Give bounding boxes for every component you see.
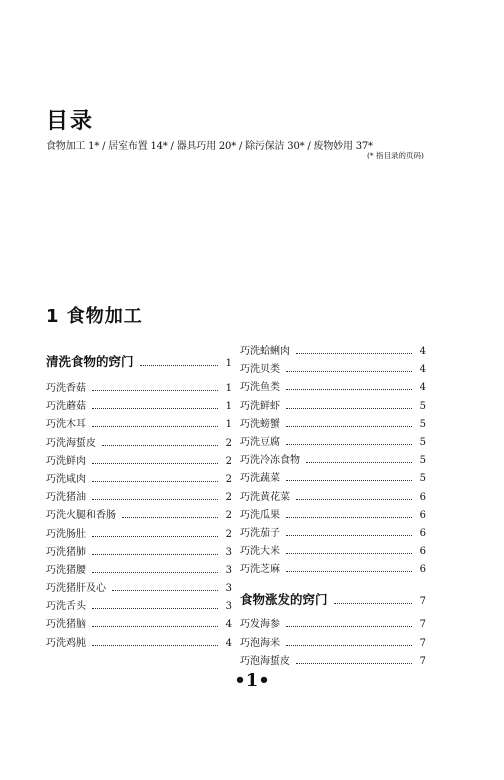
toc-entry[interactable] <box>46 379 232 397</box>
entry-page: 3 <box>225 601 232 613</box>
leader-dots <box>306 462 412 463</box>
leader-dots <box>92 481 218 482</box>
entry-page: 6 <box>419 509 426 521</box>
entry-title: 巧洗猪肺 <box>46 546 86 558</box>
toc-entry[interactable] <box>240 506 426 524</box>
toc-entry[interactable] <box>46 543 232 561</box>
entry-page: 4 <box>419 382 426 394</box>
leader-dots <box>296 499 412 500</box>
entry-title: 巧洗鲜虾 <box>240 400 280 412</box>
toc-entry[interactable] <box>46 470 232 488</box>
entry-page: 6 <box>419 546 426 558</box>
leader-dots <box>92 390 218 391</box>
toc-entry[interactable] <box>46 634 232 652</box>
entry-title: 巧洗鸡肫 <box>46 637 86 649</box>
toc-entry[interactable] <box>240 469 426 487</box>
toc-entry[interactable] <box>46 434 232 452</box>
entry-title: 巧洗豆腐 <box>240 436 280 448</box>
toc-note: (* 指目录的页码) <box>367 151 424 160</box>
toc-entry[interactable] <box>240 542 426 560</box>
toc-entry[interactable] <box>46 615 232 633</box>
leader-dots <box>92 608 218 609</box>
entry-page: 5 <box>419 455 426 467</box>
toc-entry[interactable] <box>240 560 426 578</box>
toc-entry[interactable] <box>46 561 232 579</box>
toc-entry[interactable] <box>46 397 232 415</box>
leader-dots <box>92 426 218 427</box>
right-column <box>240 342 426 670</box>
entry-page: 2 <box>225 455 232 467</box>
toc-entry[interactable] <box>46 488 232 506</box>
section-page: 7 <box>419 596 426 608</box>
entry-title: 巧洗猪脑 <box>46 619 86 631</box>
entry-page: 4 <box>419 346 426 357</box>
section-page: 1 <box>225 358 232 369</box>
entry-title: 巧洗冷冻食物 <box>240 455 300 467</box>
entry-title: 巧洗肠肚 <box>46 528 86 540</box>
toc-entry[interactable] <box>46 415 232 433</box>
entry-page: 2 <box>225 437 232 449</box>
entry-title: 巧洗茄子 <box>240 527 280 539</box>
leader-dots <box>92 626 218 627</box>
leader-dots <box>92 572 218 573</box>
leader-dots <box>286 517 412 518</box>
leader-dots <box>286 389 412 390</box>
leader-dots <box>286 371 412 372</box>
entry-title: 巧洗芝麻 <box>240 564 280 576</box>
leader-dots <box>286 535 412 536</box>
entry-page: 5 <box>419 473 426 485</box>
entry-title: 巧发海参 <box>240 619 280 631</box>
entry-page: 5 <box>419 418 426 430</box>
toc-entry[interactable] <box>240 433 426 451</box>
toc-entry[interactable] <box>240 615 426 633</box>
toc-entry[interactable] <box>240 378 426 396</box>
leader-dots <box>92 463 218 464</box>
entry-page: 4 <box>225 637 232 649</box>
entry-title: 巧洗蘑菇 <box>46 401 86 413</box>
toc-entry[interactable] <box>240 524 426 542</box>
entry-title: 巧洗大米 <box>240 546 280 558</box>
entry-title: 巧泡海蜇皮 <box>240 655 290 667</box>
leader-dots <box>286 480 412 481</box>
leader-dots <box>92 408 218 409</box>
entry-page: 5 <box>419 400 426 412</box>
entry-title: 巧洗蛤蜊肉 <box>240 346 290 357</box>
entry-page: 3 <box>225 583 232 595</box>
leader-dots <box>286 426 412 427</box>
toc-entry[interactable] <box>240 451 426 469</box>
section-title: 食物涨发的窍门 <box>240 592 328 608</box>
entry-title: 巧洗贝类 <box>240 364 280 376</box>
entry-page: 2 <box>225 510 232 522</box>
entry-page: 3 <box>225 546 232 558</box>
chapter-title: 1 食物加工 <box>46 306 143 327</box>
entry-title: 巧洗舌头 <box>46 601 86 613</box>
entry-title: 巧泡海米 <box>240 637 280 649</box>
toc-entry[interactable] <box>46 579 232 597</box>
entry-title: 巧洗海蜇皮 <box>46 437 96 449</box>
toc-entry[interactable] <box>240 342 426 360</box>
entry-title: 巧洗咸肉 <box>46 473 86 485</box>
leader-dots <box>140 365 218 366</box>
entry-page: 1 <box>225 401 232 413</box>
toc-entry[interactable] <box>240 488 426 506</box>
leader-dots <box>92 536 218 537</box>
entry-title: 巧洗香菇 <box>46 383 86 394</box>
leader-dots <box>92 554 218 555</box>
entry-title: 巧洗鲜肉 <box>46 455 86 467</box>
entry-page: 6 <box>419 564 426 576</box>
entry-title: 巧洗螃蟹 <box>240 418 280 430</box>
entry-title: 巧洗鱼类 <box>240 382 280 394</box>
entry-page: 7 <box>419 655 426 667</box>
entry-page: 4 <box>419 364 426 376</box>
section-heading[interactable] <box>240 590 426 613</box>
section-title: 清洗食物的窍门 <box>46 354 134 369</box>
leader-dots <box>296 353 412 354</box>
entry-title: 巧洗蔬菜 <box>240 473 280 485</box>
leader-dots <box>286 626 412 627</box>
leader-dots <box>102 445 218 446</box>
entry-title: 巧洗火腿和香肠 <box>46 510 116 522</box>
entry-page: 6 <box>419 527 426 539</box>
leader-dots <box>286 444 412 445</box>
page-title: 目录 <box>46 109 95 134</box>
toc-entry[interactable] <box>46 506 232 524</box>
toc-entry[interactable] <box>240 360 426 378</box>
entry-title: 巧洗黄花菜 <box>240 491 290 503</box>
leader-dots <box>296 663 412 664</box>
page-number: •1• <box>234 670 270 691</box>
leader-dots <box>286 553 412 554</box>
toc-entry[interactable] <box>240 634 426 652</box>
entry-page: 5 <box>419 436 426 448</box>
leader-dots <box>286 408 412 409</box>
leader-dots <box>286 645 412 646</box>
toc-entry[interactable] <box>46 525 232 543</box>
leader-dots <box>112 590 218 591</box>
entry-page: 1 <box>225 419 232 431</box>
toc-entry[interactable] <box>240 415 426 433</box>
entry-title: 巧洗木耳 <box>46 419 86 431</box>
entry-title: 巧洗瓜果 <box>240 509 280 521</box>
entry-page: 2 <box>225 492 232 504</box>
section-heading[interactable] <box>46 352 232 375</box>
entry-page: 7 <box>419 619 426 631</box>
entry-title: 巧洗猪肝及心 <box>46 583 106 595</box>
leader-dots <box>92 645 218 646</box>
entry-page: 6 <box>419 491 426 503</box>
leader-dots <box>92 499 218 500</box>
left-column <box>46 352 232 652</box>
toc-entry[interactable] <box>240 652 426 670</box>
entry-page: 7 <box>419 637 426 649</box>
entry-page: 3 <box>225 564 232 576</box>
entry-page: 4 <box>225 619 232 631</box>
toc-entry[interactable] <box>46 597 232 615</box>
leader-dots <box>122 517 218 518</box>
toc-entry[interactable] <box>240 397 426 415</box>
toc-summary-line: 食物加工 1* / 居室布置 14* / 器具巧用 20* / 除污保洁 30* / 废物妙用 37* <box>46 141 373 152</box>
leader-dots <box>286 571 412 572</box>
entry-page: 1 <box>225 383 232 394</box>
leader-dots <box>334 603 412 604</box>
entry-title: 巧洗猪油 <box>46 492 86 504</box>
entry-page: 2 <box>225 473 232 485</box>
toc-entry[interactable] <box>46 452 232 470</box>
entry-page: 2 <box>225 528 232 540</box>
entry-title: 巧洗猪腰 <box>46 564 86 576</box>
